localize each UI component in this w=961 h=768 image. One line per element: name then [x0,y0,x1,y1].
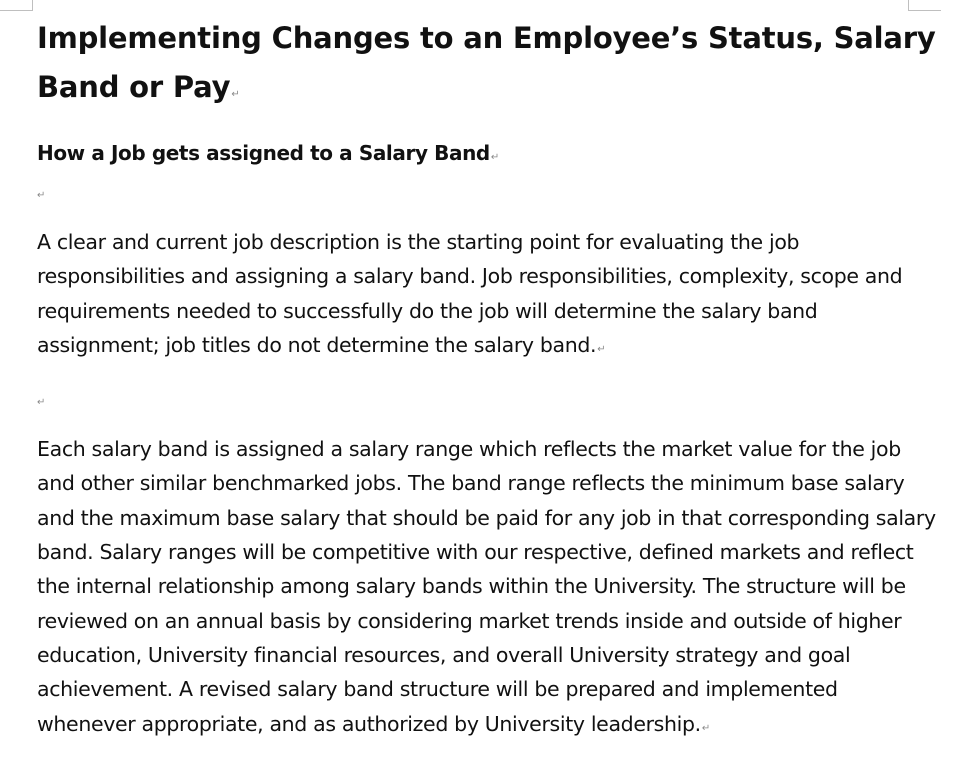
body-paragraph [37,225,937,367]
paragraph-mark-icon: ↵ [490,152,499,163]
document-title-text: Implementing Changes to an Employee’s Status, Salary Band or Pay [37,21,936,104]
empty-paragraph [37,385,937,419]
body-paragraph [37,432,937,746]
section-heading-text: How a Job gets assigned to a Salary Band [37,141,490,165]
body-paragraph-text: Each salary band is assigned a salary range which reflects the market value for the job and other similar benchmarked jobs. The band range reflects the minimum base salary and the maximum base salary that should be paid for any job in that corresponding salary band. Salary ranges will be competitive with our respective, defined markets and reflect the internal relationship among salary bands within the University. The structure will be reviewed on an annual basis by considering market trends inside and outside of higher education, University financial resources, and overall University strategy and goal achievement. A revised salary band structure will be prepared and implemented whenever appropriate, and as authorized by University leadership. [37,437,936,736]
section-heading [37,139,937,172]
paragraph-mark-icon: ↵ [597,343,606,355]
paragraph-mark-icon: ↵ [37,190,46,201]
paragraph-mark-icon: ↵ [231,89,240,100]
crop-mark-top-right [908,0,941,11]
crop-mark-top-left [0,0,33,11]
document-title [37,14,937,119]
paragraph-mark-icon: ↵ [37,397,46,409]
document-body[interactable] [37,14,937,746]
body-paragraph-text: A clear and current job description is the starting point for evaluating the job responsibilities and assigning a salary band. Job responsibilities, complexity, scope and requirements needed to successfully do the job will determine the salary band assignment; job titles do not determine the salary band. [37,230,903,357]
paragraph-mark-icon: ↵ [701,722,710,734]
empty-paragraph [37,178,937,212]
